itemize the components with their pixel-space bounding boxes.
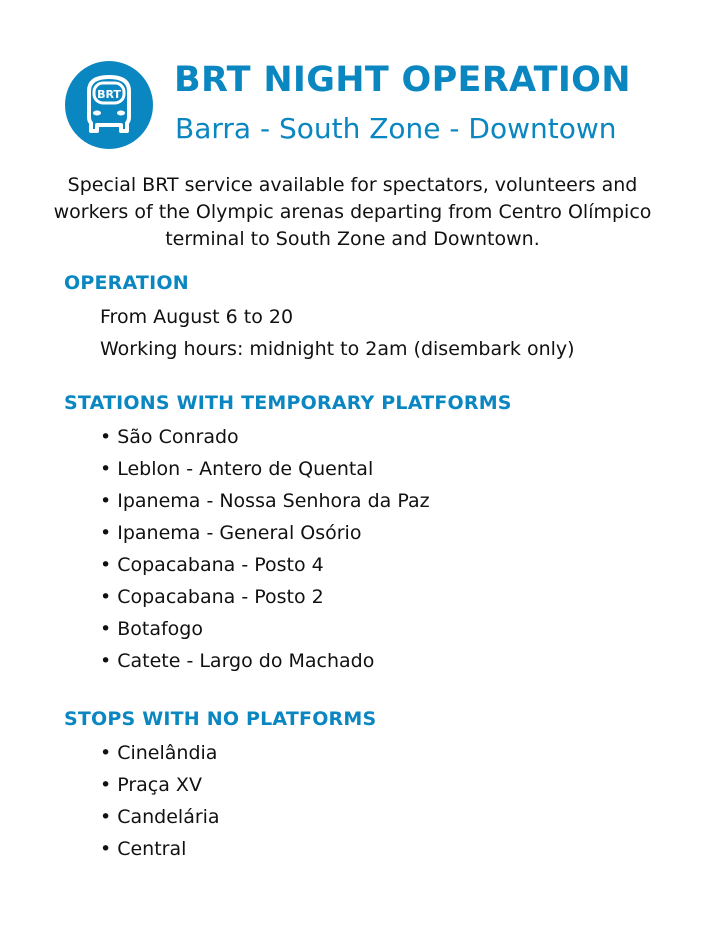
intro-paragraph: Special BRT service available for spectators, volunteers and workers of the Olympic arenas departing from Centro Olímpico terminal to South Zone and Downtown. <box>53 174 652 250</box>
stops-heading: STOPS WITH NO PLATFORMS <box>64 708 377 730</box>
svg-text:BRT: BRT <box>97 88 121 101</box>
stations-list <box>100 421 430 677</box>
list-item: • Copacabana - Posto 2 <box>100 581 430 613</box>
list-item: • Cinelândia <box>100 737 220 769</box>
list-item: • Candelária <box>100 801 220 833</box>
operation-heading: OPERATION <box>64 272 189 294</box>
list-item: • Ipanema - Nossa Senhora da Paz <box>100 485 430 517</box>
list-item: • Copacabana - Posto 4 <box>100 549 430 581</box>
list-item: • São Conrado <box>100 421 430 453</box>
page-title: BRT NIGHT OPERATION <box>174 60 631 100</box>
stops-list <box>100 737 220 865</box>
brt-bus-logo-icon <box>65 61 153 149</box>
list-item: • Catete - Largo do Machado <box>100 645 430 677</box>
list-item: • Praça XV <box>100 769 220 801</box>
list-item: • Ipanema - General Osório <box>100 517 430 549</box>
list-item: • Botafogo <box>100 613 430 645</box>
operation-hours: Working hours: midnight to 2am (disembark only) <box>100 338 575 360</box>
list-item: • Leblon - Antero de Quental <box>100 453 430 485</box>
page-subtitle: Barra - South Zone - Downtown <box>175 112 617 145</box>
list-item: • Central <box>100 833 220 865</box>
stations-heading: STATIONS WITH TEMPORARY PLATFORMS <box>64 392 512 414</box>
operation-dates: From August 6 to 20 <box>100 306 294 328</box>
